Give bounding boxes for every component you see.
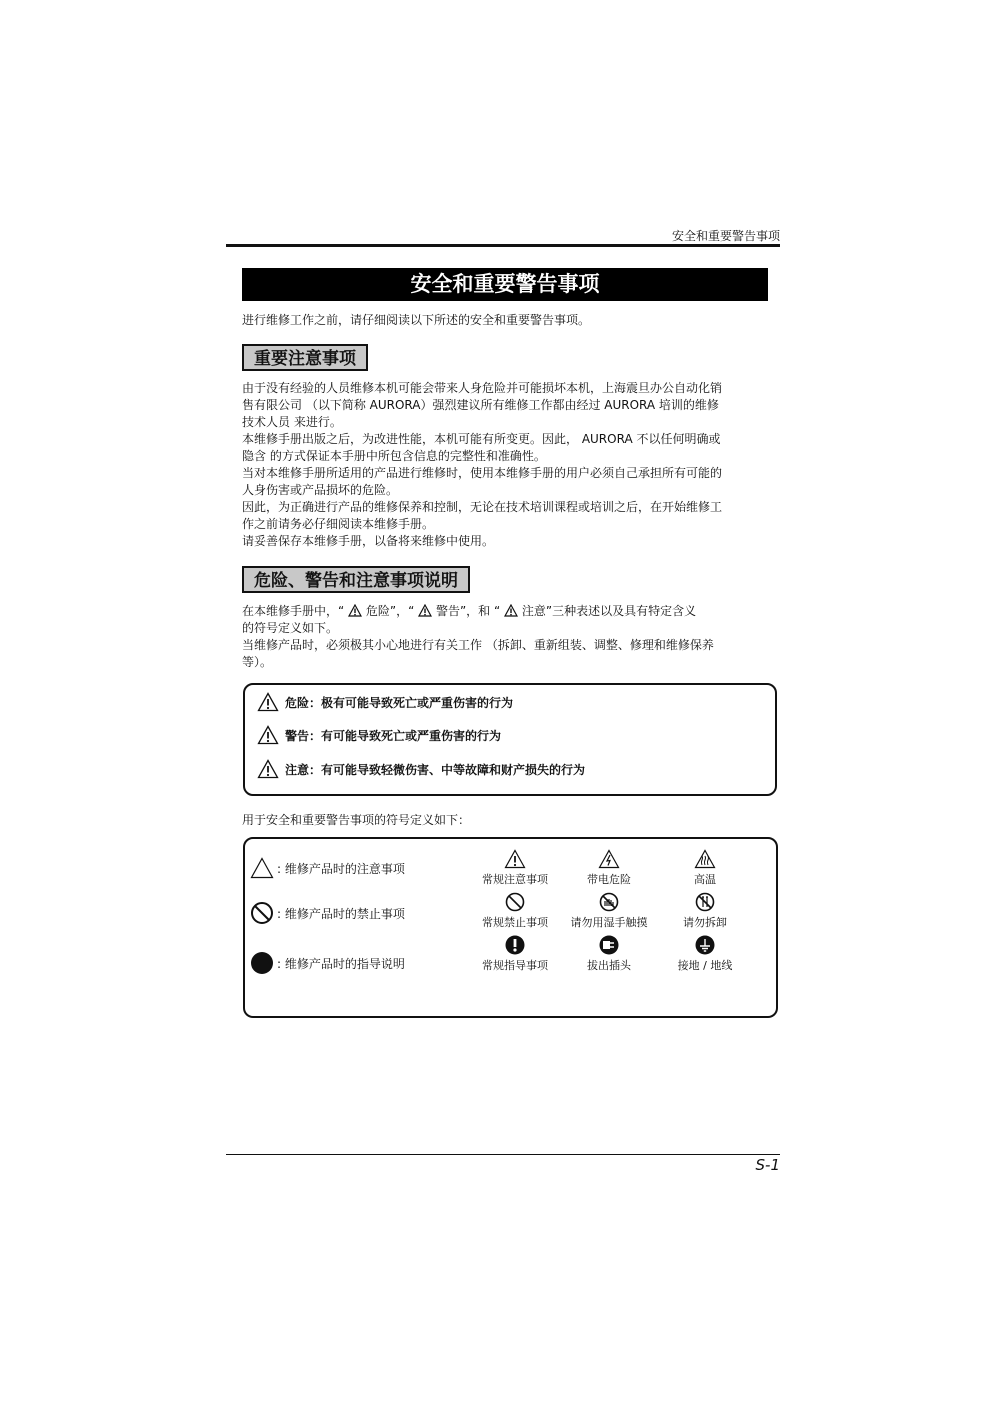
body-line: 因此，为正确进行产品的维修保养和控制，无论在技术培训课程或培训之后，在开始维修工	[242, 500, 723, 514]
symbol-type-instruction: : 维修产品时的指导说明	[250, 951, 405, 975]
warning-triangle-icon	[257, 725, 279, 745]
body-line: 人身伤害或产品损坏的危险。	[242, 483, 399, 497]
symbol-high-temperature: 高温	[650, 849, 760, 887]
no-wet-hands-icon	[599, 892, 619, 912]
section-important-body	[242, 380, 782, 550]
symbol-type-caution: : 维修产品时的注意事项	[250, 857, 405, 879]
filled-circle-icon	[250, 951, 274, 975]
symbol-general-caution: 常规注意事项	[460, 849, 570, 887]
symbol-ground: 接地 / 地线	[650, 935, 760, 973]
section-heading-warnings: 危险、警告和注意事项说明	[242, 566, 470, 593]
warning-triangle-icon	[348, 604, 362, 617]
warning-triangle-icon	[504, 849, 526, 869]
warning-triangle-icon	[504, 604, 518, 617]
body-line: 当维修产品时，必须极其小心地进行有关工作 （拆卸、重新组装、调整、修理和维修保养	[242, 638, 714, 652]
hot-surface-icon	[694, 849, 716, 869]
intro-text: 进行维修工作之前，请仔细阅读以下所述的安全和重要警告事项。	[242, 313, 591, 327]
footer-rule	[226, 1154, 780, 1155]
prohibition-icon	[505, 892, 525, 912]
section-warnings-body	[242, 603, 782, 671]
body-line: 由于没有经验的人员维修本机可能会带来人身危险并可能损坏本机，上海震旦办公自动化销	[242, 381, 723, 395]
body-line: 等）。	[242, 655, 273, 669]
prohibition-icon	[250, 901, 274, 925]
warning-triangle-icon	[257, 759, 279, 779]
body-line: 当对本维修手册所适用的产品进行维修时，使用本维修手册的用户必须自己承担所有可能的	[242, 466, 723, 480]
triangle-icon	[250, 857, 274, 879]
warning-triangle-icon	[257, 692, 279, 712]
symbol-electric-hazard: 带电危险	[554, 849, 664, 887]
electric-shock-icon	[598, 849, 620, 869]
body-line: 隐含 的方式保证本手册中所包含信息的完整性和准确性。	[242, 449, 546, 463]
symbol-no-wet-hands: 请勿用湿手触摸	[554, 892, 664, 930]
running-header: 安全和重要警告事项	[671, 229, 780, 243]
symbol-unplug: 拔出插头	[554, 935, 664, 973]
section-heading-important: 重要注意事项	[242, 344, 368, 371]
hazard-level-danger: 危险：极有可能导致死亡或严重伤害的行为	[257, 692, 513, 712]
hazard-level-warning: 警告：有可能导致死亡或严重伤害的行为	[257, 725, 501, 745]
body-line: 在本维修手册中，“ 危险”，“ 警告”，和 “ 注意”三种表述以及具有特定含义	[242, 604, 697, 618]
symbol-general-prohibition: 常规禁止事项	[460, 892, 570, 930]
body-line: 请妥善保存本维修手册，以备将来维修中使用。	[242, 534, 495, 548]
no-disassembly-icon	[695, 892, 715, 912]
page-number: S-1	[755, 1156, 780, 1174]
body-line: 的符号定义如下。	[242, 621, 339, 635]
body-line: 技术人员 来进行。	[242, 415, 342, 429]
hazard-level-caution: 注意：有可能导致轻微伤害、中等故障和财产损失的行为	[257, 759, 585, 779]
page-title: 安全和重要警告事项	[242, 268, 768, 301]
symbol-no-disassembly: 请勿拆卸	[650, 892, 760, 930]
symbol-general-instruction: 常规指导事项	[460, 935, 570, 973]
symbols-box	[243, 837, 778, 1018]
warning-triangle-icon	[418, 604, 432, 617]
unplug-icon	[599, 935, 619, 955]
header-rule	[226, 244, 780, 247]
ground-icon	[695, 935, 715, 955]
body-line: 作之前请务必仔细阅读本维修手册。	[242, 517, 435, 531]
symbols-lead-text: 用于安全和重要警告事项的符号定义如下：	[242, 813, 471, 827]
exclamation-circle-icon	[505, 935, 525, 955]
hazard-levels-box	[243, 683, 777, 796]
symbol-type-prohibition: : 维修产品时的禁止事项	[250, 901, 405, 925]
body-line: 本维修手册出版之后，为改进性能，本机可能有所变更。因此， AURORA 不以任何明确或	[242, 432, 721, 446]
body-line: 售有限公司 （以下简称 AURORA）强烈建议所有维修工作都由经过 AURORA 培训的维修	[242, 398, 719, 412]
